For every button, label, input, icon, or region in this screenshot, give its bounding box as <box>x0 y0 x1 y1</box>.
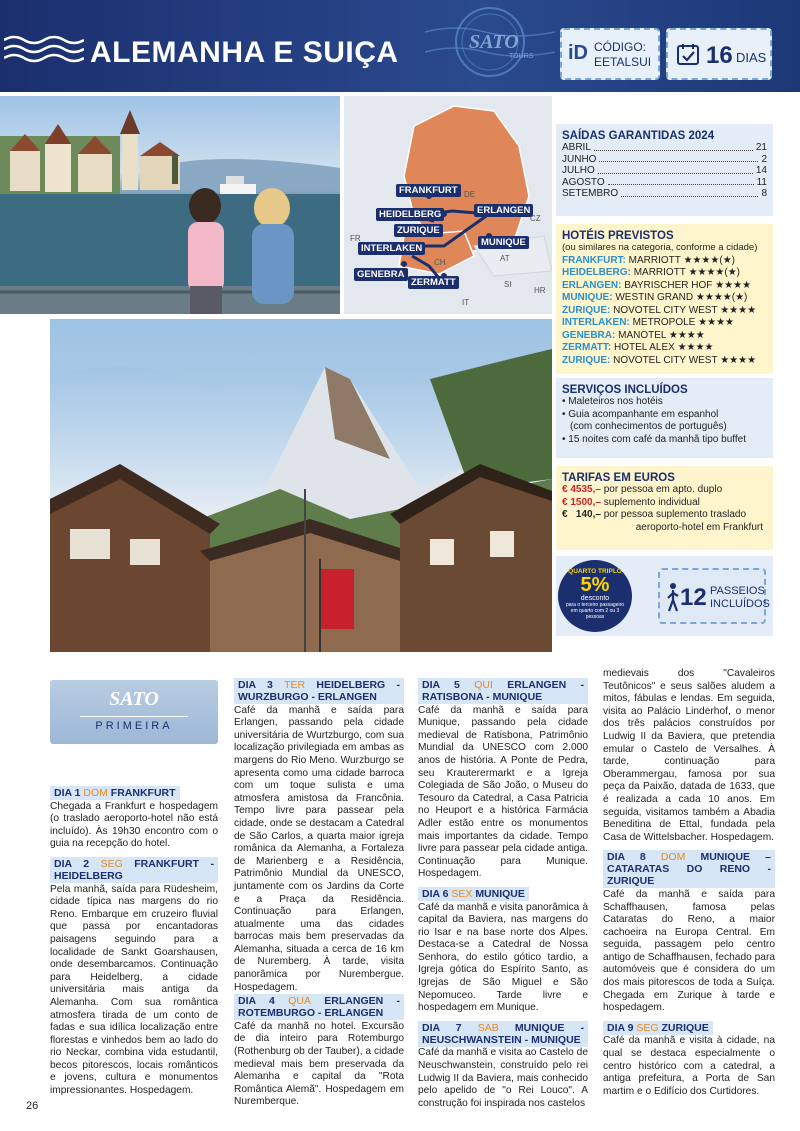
map-country-hr: HR <box>534 286 546 295</box>
code-value: EETALSUI <box>594 55 652 69</box>
page-number: 26 <box>26 1100 39 1112</box>
passeios-badge <box>658 568 770 624</box>
departure-row: AGOSTO 11 <box>562 176 767 188</box>
service-item: (com conhecimentos de português) <box>570 421 727 432</box>
passeios-number: 12 <box>680 584 707 611</box>
map-city-frankfurt: FRANKFURT <box>396 184 461 197</box>
day-4-text: Café da manhã no hotel. Excursão de dia inteiro para Rotemburgo (Rothenburg ob der Tauber), a cidade medieval mais bem preservada da Alemanha e capital da "Rota Romântica Alemã". Hospedagem em Nuremberque. <box>234 1020 404 1108</box>
service-item: • Maleteiros nos hotéis <box>562 396 663 407</box>
days-label: DIAS <box>736 50 767 65</box>
itinerary-column-1 <box>50 786 218 1098</box>
map-country-cz: CZ <box>530 214 541 223</box>
services-box <box>556 378 773 458</box>
map-country-de: DE <box>464 190 476 199</box>
day-5-heading: DIA 5 QUI ERLANGEN - RATISBONA - MUNIQUE <box>418 678 588 704</box>
days-number: 16 <box>706 42 733 69</box>
matterhorn-village-photo <box>50 319 552 652</box>
day-2-heading: DIA 2 SEG FRANKFURT - HEIDELBERG <box>50 857 218 883</box>
hotel-row: ERLANGEN: BAYRISCHER HOF ★★★★ <box>562 279 752 291</box>
day-4-heading: DIA 4 QUA ERLANGEN - ROTEMBURGO - ERLANGEN <box>234 994 404 1020</box>
day-2-text: Pela manhã, saída para Rüdesheim, cidade típica nas margens do rio Reno. Embarque em cruzeiro fluvial que passa por encantadoras paisagens seguindo para a localidade de Sankt Goarshausen, onde desembarcamos. Continuação para Heidelberg, a cidade universitária mais antiga da Alemanha. Com sua romântica atmosfera tirada de um conto de fadas e sua idílica localização entre florestas e vinhedos bem ao lado do rio Neckar, combina vida estudantil, becos pitorescos, locais românticos e jovens, cultura e monumentos impressionantes. Hospedagem. <box>50 883 218 1097</box>
hotel-row: GENEBRA: MANOTEL ★★★★ <box>562 329 705 341</box>
day-1-heading: DIA 1 DOM FRANKFURT <box>50 786 180 800</box>
departure-row: ABRIL 21 <box>562 142 767 153</box>
hotel-row: HEIDELBERG: MARRIOTT ★★★★(★) <box>562 267 740 278</box>
sato-stamp-logo <box>425 2 555 82</box>
rate-note: aeroporto-hotel em Frankfurt <box>635 521 763 533</box>
svg-text:TOURS: TOURS <box>509 53 534 60</box>
hotel-row: ZERMATT: HOTEL ALEX ★★★★ <box>562 342 714 353</box>
hotel-row: ZURIQUE: NOVOTEL CITY WEST ★★★★ <box>562 304 757 316</box>
day-8-text: Café da manhã e saída para Schaffhausen, famosa pelas Cataratas do Reno, a maior cachoeira na Europa Central. Em seguida, passagem pelo centro antigo de Schaffhausen, fechado para automóveis que é considera do um dos mais pitorescos de toda a Suíça. Chegada em Zurique à tarde e hospedagem. <box>603 888 776 1014</box>
day-3-text: Café da manhã e saída para Erlangen, passando pela cidade universitária de Wurtzburgo, com sua localização privilegiada em ambas as margens do Rio Meno. Wurzburgo se apresenta como uma cidade barroca com um toque sulista e uma atmosfera amistosa da Francônia. Tempo livre para passear pela cidade, onde se destacam a Catedral de São Carlos, a quarta maior igreja românica da Alemanha, a Fortaleza de Marienberg e a Residência, Patrimônio Mundial da UNESCO, juntamente com os Jardins da Corte e a Praça da Residência. Continuação para Erlangen, atualmente uma das cidades barrocas mais bem preservadas da Alemanha, situada a cerca de 16 km de Nuremberg. À tarde, visita panorâmica por Nurembergue. Hospedagem. <box>234 704 404 993</box>
route-map <box>344 96 552 314</box>
map-city-heidelberg: HEIDELBERG <box>376 208 444 221</box>
day-7-continued-text: medievais dos "Cavaleiros Teutônicos" e seus salões aludem a mitos, fábulas e lendas. Em seguida, visita ao Palácio Linderhof, o menor dos três palácios construídos por Ludwig II da Baviera, que pretendia emular o Castelo de Versalhes. À tarde, continuação para Oberammergau, famosa por sua peça da Paixão, datada de 1633, que é realizada a cada 10 anos. Em seguida, visitamos também a Abadia Beneditina de Ettal, fundada pela Casa de Wittelsbacher. Hospedagem. <box>603 668 775 843</box>
rates-box <box>556 466 773 550</box>
code-label: CÓDIGO: <box>594 40 647 54</box>
itinerary-column-2 <box>234 678 404 1109</box>
itinerary-column-3 <box>418 678 588 1110</box>
day-9-heading: DIA 9 SEG ZURIQUE <box>603 1021 713 1035</box>
waves-icon <box>4 34 84 64</box>
incluidos-label: INCLUÍDOS <box>710 598 770 610</box>
hiker-icon <box>666 582 680 612</box>
rate-row: € 1500,– suplemento individual <box>562 496 700 508</box>
primeira-label: PRIMEIRA <box>95 720 173 732</box>
itinerary-column-4 <box>603 668 775 1098</box>
map-country-si: SI <box>504 280 512 289</box>
quarto-triplo-badge: QUARTO TRIPLO 5% desconto para o terceiro passageiro em quarto com 2 ou 3 pessoas <box>558 560 632 632</box>
rates-title: TARIFAS EM EUROS <box>562 472 675 484</box>
services-title: SERVIÇOS INCLUÍDOS <box>562 384 688 396</box>
days-box <box>666 28 772 80</box>
quarto-percent: 5% <box>580 574 610 596</box>
map-city-munique: MUNIQUE <box>478 236 529 249</box>
map-country-it: IT <box>462 298 470 307</box>
rate-row: € 4535,– por pessoa em apto. duplo <box>562 484 723 495</box>
departure-row: JUNHO 2 <box>562 153 767 165</box>
day-8-heading: DIA 8 DOM MUNIQUE – CATARATAS DO RENO - ZURIQUE <box>603 850 775 888</box>
departure-row: SETEMBRO 8 <box>562 188 767 199</box>
hotel-row: ZURIQUE: NOVOTEL CITY WEST ★★★★ <box>562 354 757 366</box>
hotel-row: FRANKFURT: MARRIOTT ★★★★(★) <box>562 254 735 266</box>
day-6-heading: DIA 6 SEX MUNIQUE <box>418 887 529 901</box>
page-header <box>0 0 800 92</box>
svg-text:SATO: SATO <box>469 31 519 53</box>
day-1-text: Chegada a Frankfurt e hospedagem (o traslado aeroporto-hotel não está incluído). Às 19h30 encontro com o guia na recepção do hotel. <box>50 800 218 850</box>
map-city-genebra: GENEBRA <box>354 268 408 281</box>
map-country-ch: CH <box>434 258 446 267</box>
day-7-heading: DIA 7 SAB MUNIQUE - NEUSCHWANSTEIN - MUNIQUE <box>418 1021 588 1047</box>
departure-row: JULHO 14 <box>562 165 767 176</box>
hotels-title: HOTÉIS PREVISTOS <box>562 230 674 242</box>
map-city-zurique: ZURIQUE <box>394 224 443 237</box>
passeios-label: PASSEIOS <box>710 585 765 597</box>
service-item: • Guia acompanhante em espanhol <box>562 408 719 420</box>
departures-title: SAÍDAS GARANTIDAS 2024 <box>562 130 715 142</box>
day-9-text: Café da manhã e visita à cidade, na qual se destaca especialmente o centro histórico com a catedral, a antiga prefeitura, a Porta de San martim e o Edifício dos Curtidores. <box>603 1035 775 1097</box>
hotel-row: INTERLAKEN: METROPOLE ★★★★ <box>562 317 734 328</box>
day-6-text: Café da manhã e visita panorâmica à capital da Baviera, nas margens do rio Isar e na base norte dos Alpes. Destaca-se a Catedral de Nossa Senhora, do estilo gótico tardio, a Igreja gótica do Espírito Santo, as Igrejas de São Miguel e São Nepomuceo. Tarde livre e hospedagem em Munique. <box>418 901 588 1014</box>
hotels-subtitle: (ou similares na categoria, conforme a cidade) <box>562 242 758 253</box>
day-3-heading: DIA 3 TER HEIDELBERG - WURZBURGO - ERLANGEN <box>234 678 404 704</box>
day-5-text: Café da manhã e saída para Munique, passando pela cidade medieval de Ratisbona, Patrimônio Mundial da UNESCO com 2.000 anos de história. A Ponte de Pedra, seu Krauterermarkt e a Igreja Colegiada de São João, o Museu do Tesouro da Catedral, a Casa Patricia no Heuport e a histórica Farmácia Adler estão entre os monumentos mais importantes da cidade. Tempo livre para passear pela cidade antiga. Continuação para Munique. Hospedagem. <box>418 704 588 880</box>
map-city-interlaken: INTERLAKEN <box>358 242 425 255</box>
service-item: • 15 noites com café da manhã tipo buffet <box>562 433 746 445</box>
rate-row: € 140,– por pessoa suplemento traslado <box>562 509 747 520</box>
day-7-text: Café da manhã e visita ao Castelo de Neuschwanstein, construído pelo rei Ludwig II da Baviera, mais conhecido pelo apelido de "o Rei Louco". A construção foi inspirada nos castelos <box>418 1047 588 1109</box>
code-box <box>560 28 660 80</box>
map-country-at: AT <box>500 254 510 263</box>
departures-box <box>556 124 773 216</box>
primeira-category-logo: SATO PRIMEIRA <box>50 680 218 744</box>
hotel-row: MUNIQUE: WESTIN GRAND ★★★★(★) <box>562 292 748 303</box>
map-country-fr: FR <box>350 234 361 243</box>
page-title: ALEMANHA E SUIÇA <box>90 36 399 69</box>
id-icon: iD <box>568 42 588 64</box>
hotels-box <box>556 224 773 374</box>
map-city-erlangen: ERLANGEN <box>474 204 533 217</box>
map-city-zermatt: ZERMATT <box>408 276 459 289</box>
lake-castle-photo <box>0 96 340 314</box>
calendar-check-icon <box>676 42 700 66</box>
badges-box <box>556 556 773 636</box>
